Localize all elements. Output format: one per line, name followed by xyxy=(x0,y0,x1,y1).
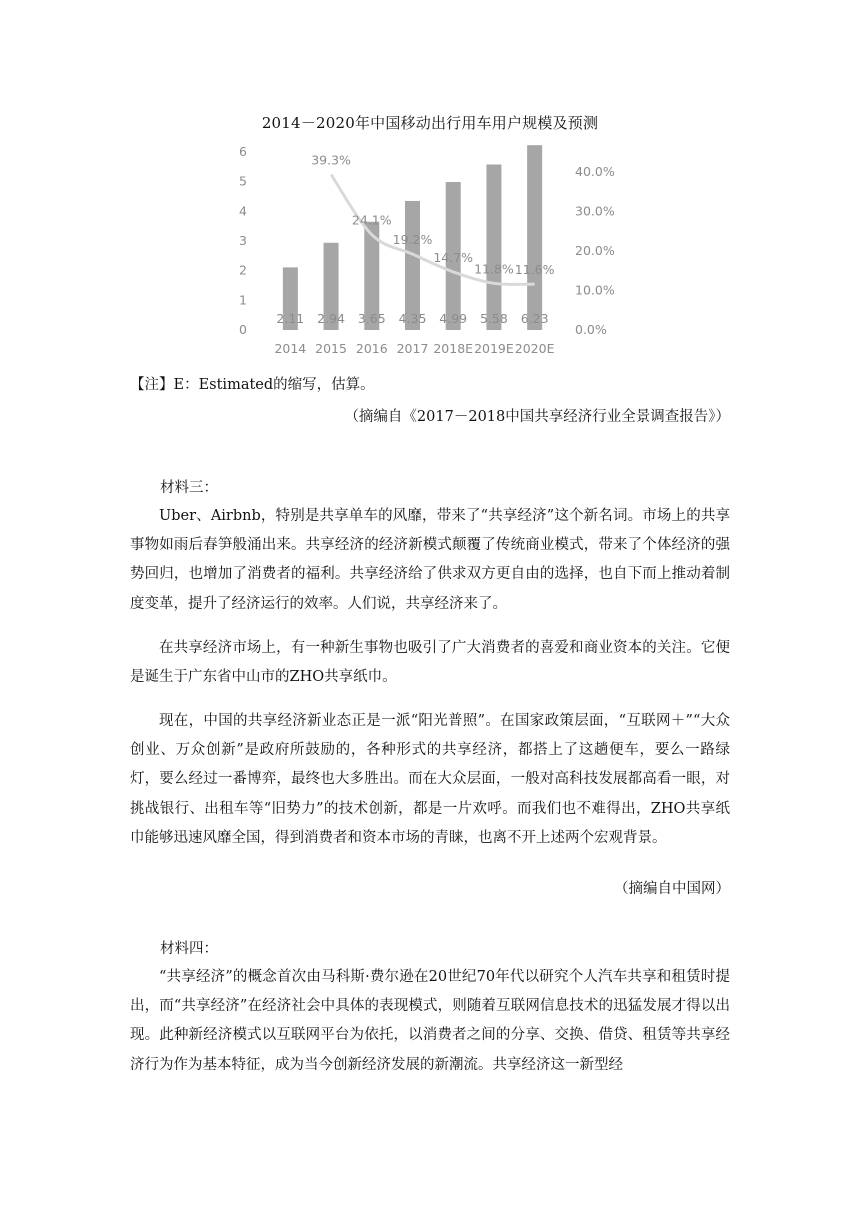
line-value-label: 19.2% xyxy=(392,232,433,248)
left-axis-tick-label: 2 xyxy=(239,262,247,278)
bar-value-label: 4.99 xyxy=(439,311,468,326)
left-axis-tick-label: 0 xyxy=(239,322,247,337)
right-axis-tick-label: 30.0% xyxy=(575,203,615,219)
right-axis-tick-label: 40.0% xyxy=(575,163,615,179)
bar-2019E xyxy=(486,164,501,330)
right-axis-tick-label: 10.0% xyxy=(575,282,615,298)
material4-paragraph-1: “共享经济”的概念首次由马科斯·费尔逊在20世纪70年代以研究个人汽车共享和租赁时提出，而“共享经济”在经济社会中具体的表现模式，则随着互联网信息技术的迅猛发展才得以出现。此种新经济模式以互联网平台为依托，以消费者之间的分享、交换、借贷、租赁等共享经济行为作为基本特征，成为当今创新经济发展的新潮流。共享经济这一新型经 xyxy=(130,969,730,1073)
x-axis-tick-label: 2020E xyxy=(514,341,555,356)
x-axis-tick-label: 2018E xyxy=(433,341,474,356)
line-value-label: 14.7% xyxy=(433,249,474,265)
line-value-label: 24.1% xyxy=(351,212,392,228)
left-axis-tick-label: 6 xyxy=(239,144,247,159)
line-value-label: 11.8% xyxy=(474,261,514,277)
chart-title: 2014－2020年中国移动出行用车用户规模及预测 xyxy=(261,114,599,132)
material4-label: 材料四： xyxy=(160,941,218,957)
x-axis-tick-label: 2016 xyxy=(355,341,388,356)
line-value-label: 39.3% xyxy=(311,152,351,168)
x-axis-tick-label: 2014 xyxy=(274,341,307,356)
left-axis-tick-label: 5 xyxy=(239,173,247,189)
bar-2020E xyxy=(527,145,542,330)
material3-paragraph-3: 现在，中国的共享经济新业态正是一派“阳光普照”。在国家政策层面，“互联网＋”“大众创业、万众创新”是政府所鼓励的，各种形式的共享经济，都搭上了这趟便车，要么一路绿灯，要么经过一番博弈，最终也大多胜出。而在大众层面，一般对高科技发展都高看一眼，对挑战银行、出租车等“旧势力”的技术创新，都是一片欢呼。而我们也不难得出，ZHO共享纸巾能够迅速风靡全国，得到消费者和资本市场的青睐，也离不开上述两个宏观背景。 xyxy=(130,713,730,846)
left-axis-tick-label: 1 xyxy=(239,292,247,308)
left-axis-tick-label: 3 xyxy=(239,233,247,248)
material3-paragraph-2: 在共享经济市场上，有一种新生事物也吸引了广大消费者的喜爱和商业资本的关注。它便是诞生于广东省中山市的ZHO共享纸巾。 xyxy=(130,640,730,686)
right-axis-tick-label: 0.0% xyxy=(575,322,607,337)
right-axis-tick-label: 20.0% xyxy=(575,242,615,258)
x-axis-tick-label: 2015 xyxy=(315,341,347,356)
left-axis-tick-label: 4 xyxy=(239,203,247,219)
material3-label: 材料三： xyxy=(160,480,218,496)
bar-value-label: 4.35 xyxy=(398,311,427,326)
bar-value-label: 2.11 xyxy=(276,311,305,326)
material3-paragraph-1: Uber、Airbnb，特别是共享单车的风靡，带来了“共享经济”这个新名词。市场上的共享事物如雨后春笋般涌出来。共享经济的经济新模式颠覆了传统商业模式，带来了个体经济的强势回归，也增加了消费者的福利。共享经济给了供求双方更自由的选择，也自下而上推动着制度变革，提升了经济运行的效率。人们说，共享经济来了。 xyxy=(130,508,730,612)
bar-value-label: 6.23 xyxy=(520,311,549,326)
combo-chart xyxy=(225,138,620,360)
bar-value-label: 2.94 xyxy=(317,311,345,326)
bar-value-label: 3.65 xyxy=(357,311,386,326)
x-axis-tick-label: 2019E xyxy=(474,341,514,356)
line-value-label: 11.6% xyxy=(514,262,555,278)
chart-source: （摘编自《2017－2018中国共享经济行业全景调查报告》） xyxy=(344,409,730,425)
chart-note: 【注】E：Estimated的缩写，估算。 xyxy=(130,377,375,393)
bar-value-label: 5.58 xyxy=(480,311,508,326)
x-axis-tick-label: 2017 xyxy=(396,341,429,356)
material3-source: （摘编自中国网） xyxy=(614,881,730,897)
